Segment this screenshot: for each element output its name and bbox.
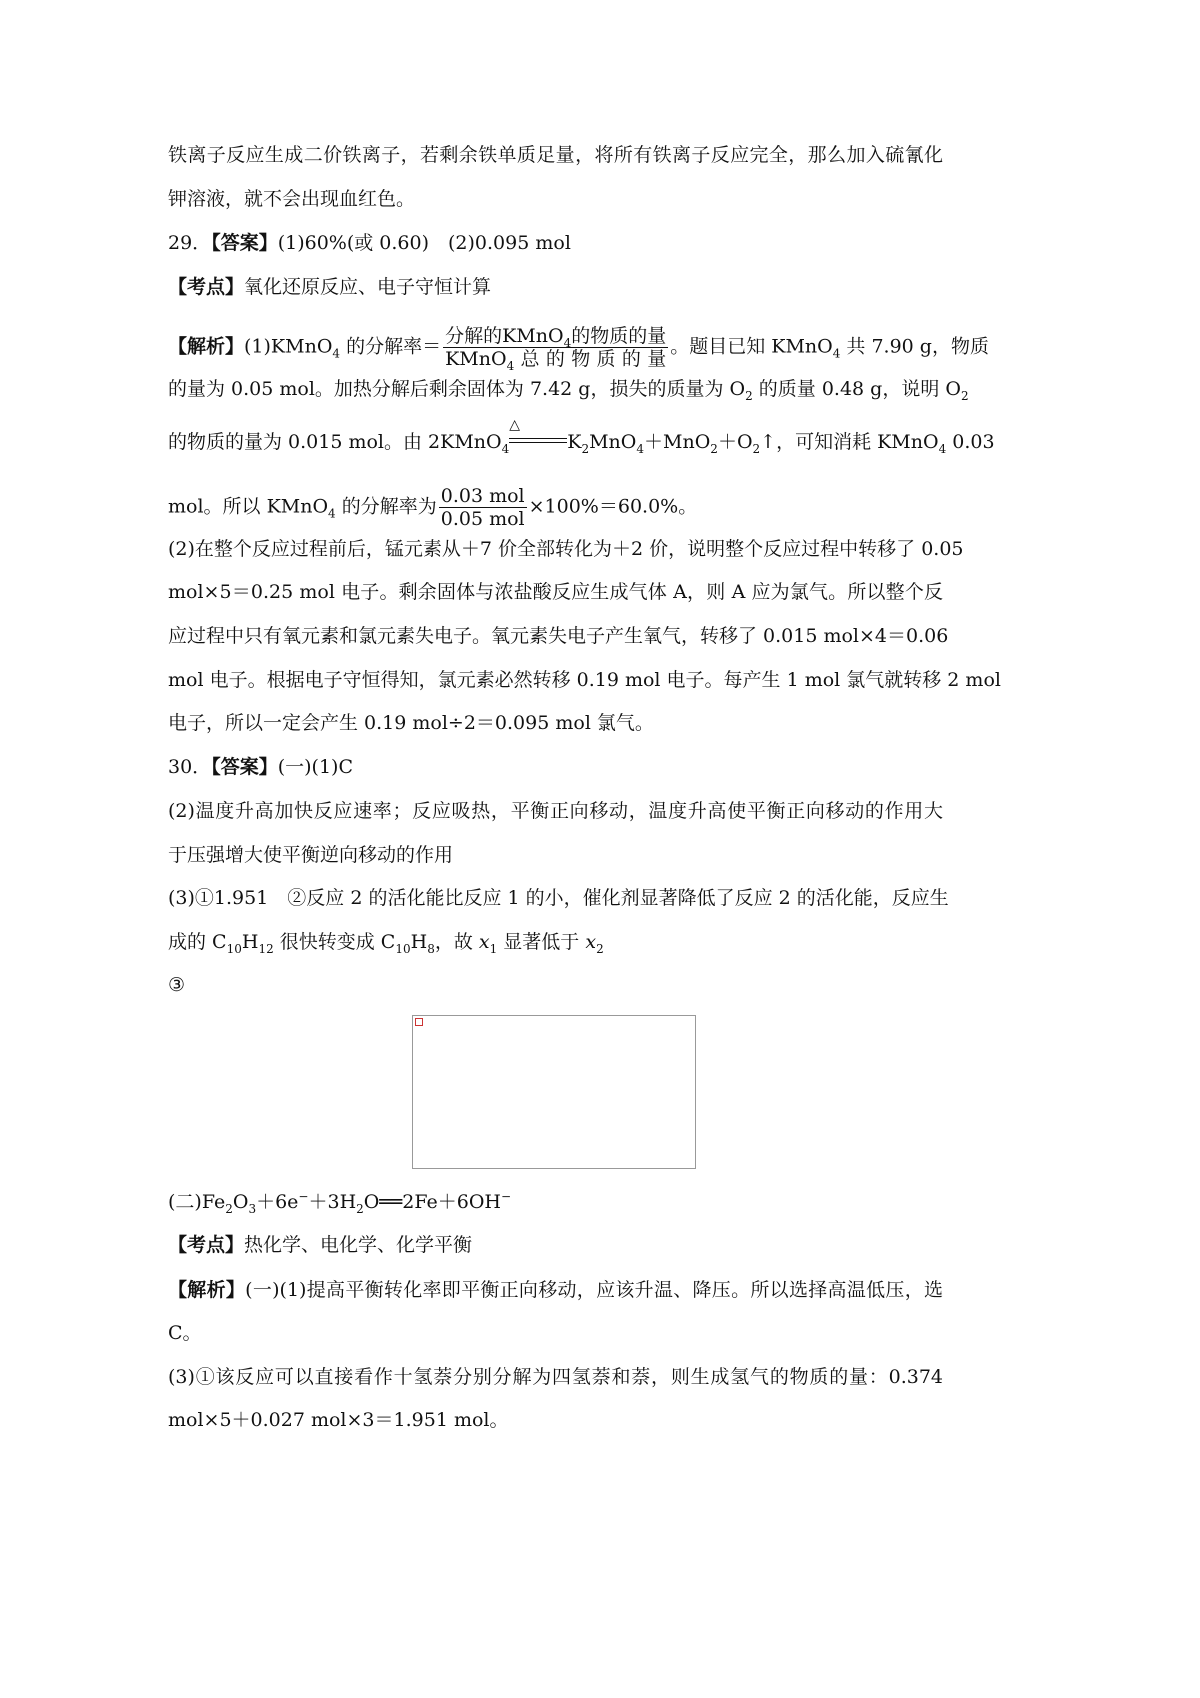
text-line: [168, 886, 949, 910]
text-line: [168, 485, 943, 530]
text-run: 分解的KMnO: [445, 325, 564, 347]
text-run: 于压强增大使平衡逆向移动的作用: [168, 844, 454, 866]
subscript: 4: [832, 346, 841, 361]
section-label: 【解析】: [168, 335, 245, 358]
text-run: 的物质的量为 0.015 mol。由 2KMnO: [168, 431, 502, 453]
text-run: ＋6e: [256, 1191, 299, 1213]
text-line: [168, 1408, 943, 1432]
section-label: 【答案】: [211, 756, 278, 778]
text-line: [168, 1233, 943, 1257]
text-run: (二)Fe: [168, 1191, 226, 1213]
subscript: 1: [489, 941, 498, 956]
text-run: 总的物质的量: [514, 348, 667, 370]
text-run: 30．: [168, 756, 212, 778]
subscript: 4: [938, 441, 947, 456]
text-run: 铁离子反应生成二价铁离子，若剩余铁单质足量，将所有铁离子反应完全，那么加入硫氰化: [168, 144, 943, 166]
text-run: (一)(1)C: [277, 756, 353, 778]
subscript: 10: [226, 941, 242, 956]
text-line: [168, 1365, 943, 1389]
text-line: [168, 187, 943, 211]
text-line: [168, 624, 949, 648]
text-line: [168, 417, 995, 456]
text-line: [168, 231, 943, 255]
fraction: [439, 485, 527, 530]
text-run: 。题目已知 KMnO: [670, 335, 833, 358]
text-run: ，故: [434, 931, 479, 953]
text-run: 电子，所以一定会产生 0.19 mol÷2＝0.095 mol 氯气。: [168, 712, 654, 734]
subscript: 8: [427, 941, 435, 956]
subscript: 12: [258, 941, 274, 956]
subscript: 4: [328, 506, 336, 521]
numerator: [439, 485, 527, 508]
text-line: [168, 325, 989, 373]
text-run: ×100%＝60.0%。: [528, 495, 698, 518]
text-run: (1)60%(或 0.60) (2)0.095 mol: [277, 232, 571, 254]
text-run: ③: [168, 974, 186, 996]
subscript: 10: [395, 941, 411, 956]
text-line: [168, 930, 943, 954]
text-run: ＋MnO: [644, 431, 711, 453]
text-line: [168, 668, 1001, 692]
text-run: MnO: [589, 431, 637, 453]
text-run: 共 7.90 g，物质: [840, 335, 989, 358]
text-run: 显著低于: [497, 931, 586, 953]
section-label: 【答案】: [211, 232, 278, 254]
subscript: 2: [960, 388, 969, 403]
subscript: 2: [356, 1201, 364, 1216]
text-line: [168, 275, 943, 299]
subscript: 4: [563, 335, 572, 350]
subscript: 3: [248, 1201, 257, 1216]
text-run: 29．: [168, 232, 212, 254]
subscript: 2: [752, 441, 761, 456]
text-line: [168, 143, 943, 167]
subscript: 4: [636, 441, 645, 456]
numerator: [443, 325, 668, 348]
text-run: ＋3H: [308, 1191, 357, 1213]
text-line: [168, 1278, 943, 1302]
text-run: ↑，可知消耗 KMnO: [760, 431, 939, 453]
denominator: [443, 348, 668, 373]
text-run: 氧化还原反应、电子守恒计算: [244, 276, 492, 298]
broken-image-placeholder: [412, 1015, 696, 1169]
text-run: ＋O: [717, 431, 753, 453]
heating-equals-sign: [509, 417, 567, 448]
text-line: [168, 580, 943, 604]
text-run: (一)(1)提高平衡转化率即平衡正向移动，应该升温、降压。所以选择高温低压，选: [245, 1279, 943, 1301]
text-run: H: [241, 931, 259, 953]
text-run: 钾溶液，就不会出现血红色。: [168, 188, 416, 210]
denominator: [439, 508, 527, 530]
heat-symbol: △: [509, 417, 521, 433]
text-run: O══2Fe＋6OH: [363, 1191, 501, 1213]
text-run: mol×5＝0.25 mol 电子。剩余固体与浓盐酸反应生成气体 A，则 A 应为氯气。所以整个反: [168, 581, 943, 603]
section-label: 【考点】: [168, 276, 245, 298]
subscript: 2: [596, 941, 604, 956]
text-run: 成的 C: [168, 931, 227, 953]
text-run: 热化学、电化学、化学平衡: [244, 1234, 473, 1256]
text-run: mol 电子。根据电子守恒得知，氯元素必然转移 0.19 mol 电子。每产生 1 mol 氯气就转移 2 mol: [168, 669, 1001, 691]
text-line: [168, 377, 969, 403]
text-run: C。: [168, 1322, 202, 1344]
fraction: [443, 325, 668, 373]
text-run: (3)①1.951 ②反应 2 的活化能比反应 1 的小，催化剂显著降低了反应 2 的活化能，反应生: [168, 887, 949, 909]
subscript: 2: [225, 1201, 233, 1216]
broken-image-icon: [415, 1018, 423, 1026]
text-run: K: [567, 431, 582, 453]
text-line: [168, 537, 964, 561]
subscript: 4: [501, 441, 510, 456]
text-run: 的分解率＝: [340, 335, 442, 358]
section-label: 【解析】: [168, 1279, 246, 1301]
subscript: 2: [710, 441, 718, 456]
variable: x: [585, 931, 597, 953]
subscript: 4: [332, 346, 341, 361]
section-label: 【考点】: [168, 1234, 245, 1256]
text-run: mol。所以 KMnO: [168, 495, 329, 518]
text-run: mol×5＋0.027 mol×3＝1.951 mol。: [168, 1409, 509, 1431]
text-run: H: [410, 931, 428, 953]
subscript: 2: [745, 388, 753, 403]
text-line: [168, 973, 943, 997]
variable: x: [478, 931, 490, 953]
text-run: 应过程中只有氧元素和氯元素失电子。氧元素失电子产生氧气，转移了 0.015 mol×4＝0.06: [168, 625, 949, 647]
text-run: (3)①该反应可以直接看作十氢萘分别分解为四氢萘和萘，则生成氢气的物质的量：0.374: [168, 1366, 943, 1388]
subscript: 2: [581, 441, 590, 456]
text-run: 0.03: [946, 431, 995, 453]
text-line: [168, 843, 943, 867]
text-run: 很快转变成 C: [273, 931, 396, 953]
text-run: 的物质的量: [571, 325, 667, 347]
text-line: [168, 711, 943, 735]
text-line: [168, 799, 943, 823]
subscript: 4: [506, 358, 515, 373]
text-run: 的质量 0.48 g，说明 O: [752, 378, 961, 400]
text-run: KMnO: [445, 348, 507, 370]
superscript: −: [298, 1189, 309, 1204]
text-run: (2)在整个反应过程前后，锰元素从＋7 价全部转化为＋2 价，说明整个反应过程中转移了 0.05: [168, 538, 964, 560]
double-bar: [509, 438, 567, 443]
text-run: (1)KMnO: [244, 335, 333, 358]
text-run: O: [232, 1191, 249, 1213]
text-line: [168, 1321, 943, 1345]
text-line: [168, 1190, 943, 1214]
text-run: 0.03 mol: [440, 485, 525, 507]
text-run: 的分解率为: [335, 495, 437, 518]
superscript: −: [500, 1189, 512, 1204]
text-line: [168, 755, 943, 779]
text-run: (2)温度升高加快反应速率；反应吸热，平衡正向移动，温度升高使平衡正向移动的作用大: [168, 800, 943, 822]
text-run: 0.05 mol: [440, 508, 525, 530]
text-run: 的量为 0.05 mol。加热分解后剩余固体为 7.42 g，损失的质量为 O: [168, 378, 746, 400]
